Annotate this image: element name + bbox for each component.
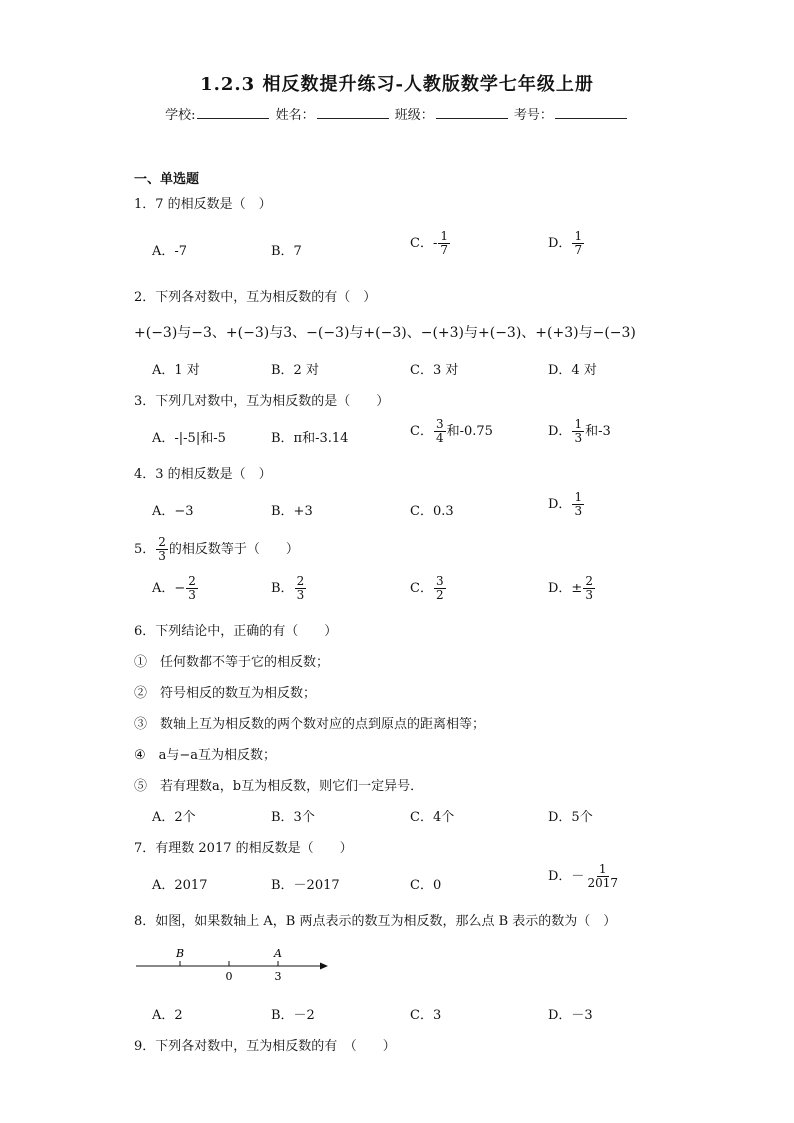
denominator: 3 <box>188 588 196 602</box>
q3-option-a: A．-|-5|和-5 <box>152 431 226 446</box>
denominator: 7 <box>574 243 583 257</box>
q5-option-d-prefix: D．± <box>548 581 583 596</box>
q5-option-d <box>548 575 596 602</box>
numerator: 1 <box>574 229 583 243</box>
q4-option-d <box>548 491 585 518</box>
q8-option-a: A．2 <box>152 1008 183 1023</box>
q4-option-b: B．+3 <box>271 504 313 519</box>
number-line-figure <box>134 944 334 988</box>
q1-option-b: B．7 <box>271 244 302 259</box>
school-label: 学校: <box>165 108 196 123</box>
q5-option-b <box>271 575 307 602</box>
q2-option-a: A．1 对 <box>152 363 200 378</box>
q8-option-c: C．3 <box>410 1008 442 1023</box>
q5-option-a <box>152 575 199 602</box>
q7-option-b: B．－2017 <box>271 878 340 893</box>
q1-option-d-prefix: D． <box>548 236 572 251</box>
numerator: 1 <box>574 490 583 504</box>
q2-option-d: D．4 对 <box>548 363 597 378</box>
q1-option-d-fraction <box>572 230 584 257</box>
q1-option-c <box>410 230 451 257</box>
q5-option-d-fraction <box>583 575 595 602</box>
q5-stem-suffix: 的相反数等于（ ） <box>168 542 299 557</box>
name-label: 姓名： <box>275 108 315 123</box>
q3-option-d-prefix: D． <box>548 424 572 439</box>
q1-option-c-prefix: C．- <box>410 236 438 251</box>
number-blank[interactable] <box>555 106 627 119</box>
denominator: 4 <box>435 431 444 445</box>
q3-option-c-suffix: 和-0.75 <box>446 424 493 439</box>
denominator: 3 <box>585 588 593 602</box>
q5-option-c-prefix: C． <box>410 581 433 596</box>
q4-option-c: C．0.3 <box>410 504 454 519</box>
q6-stem: 6．下列结论中，正确的有（ ） <box>134 624 338 639</box>
q8-option-b: B．－2 <box>271 1008 315 1023</box>
school-blank[interactable] <box>197 106 269 119</box>
q3-option-d <box>548 418 611 445</box>
q6-option-b: B．3个 <box>271 810 315 825</box>
class-label: 班级： <box>394 108 434 123</box>
q3-option-c <box>410 418 493 445</box>
q7-option-d-prefix: D．－ <box>548 869 585 884</box>
q9-stem: 9．下列各对数中，互为相反数的有 （ ） <box>134 1039 396 1054</box>
q5-stem <box>134 536 299 563</box>
q2-option-c: C．3 对 <box>410 363 459 378</box>
page-title: 1.2.3 相反数提升练习-人教版数学七年级上册 <box>200 74 594 95</box>
q5-option-b-fraction <box>295 575 307 602</box>
q1-stem: 1．7 的相反数是（ ） <box>134 197 272 212</box>
q1-option-c-fraction <box>438 230 450 257</box>
numerator: 2 <box>296 574 305 588</box>
q2-stem: 2．下列各对数中，互为相反数的有（ ） <box>134 290 377 305</box>
class-blank[interactable] <box>436 106 508 119</box>
q5-option-b-prefix: B． <box>271 581 294 596</box>
origin-label: 0 <box>225 970 233 983</box>
q8-option-d: D．－3 <box>548 1008 593 1023</box>
point-b-label: B <box>175 947 185 960</box>
student-info-row <box>0 104 794 123</box>
q2-expression: +(−3)与−3、+(−3)与3、−(−3)与+(−3)、−(+3)与+(−3)、+(+3)与−(−3) <box>134 325 636 341</box>
q5-stem-fraction <box>156 536 168 563</box>
q6-option-c: C．4个 <box>410 810 455 825</box>
q6-statement-3: ③ 数轴上互为相反数的两个数对应的点到原点的距离相等； <box>134 717 486 732</box>
denominator: 3 <box>296 588 305 602</box>
q3-stem: 3．下列几对数中，互为相反数的是（ ） <box>134 394 390 409</box>
a-value-label: 3 <box>274 970 282 983</box>
q3-option-b: B．π和-3.14 <box>271 431 349 446</box>
numerator: 2 <box>188 574 196 588</box>
q6-option-a: A．2个 <box>152 810 196 825</box>
numerator: 3 <box>435 417 444 431</box>
q7-option-d <box>548 863 621 890</box>
numerator: 1 <box>598 862 607 876</box>
numerator: 1 <box>574 417 583 431</box>
q6-statement-4: ④ a与−a互为相反数； <box>134 748 277 763</box>
q5-option-a-fraction <box>186 575 198 602</box>
q6-option-d: D．5个 <box>548 810 593 825</box>
q6-statement-2: ② 符号相反的数互为相反数； <box>134 686 317 701</box>
q4-option-d-fraction <box>572 491 584 518</box>
q5-stem-prefix: 5． <box>134 542 156 557</box>
denominator: 3 <box>574 431 583 445</box>
q4-option-d-prefix: D． <box>548 497 572 512</box>
q3-option-c-fraction <box>434 418 446 445</box>
q7-option-a: A．2017 <box>152 878 208 893</box>
denominator: 3 <box>574 504 583 518</box>
arrow-right-icon <box>320 963 328 970</box>
q6-statement-1: ① 任何数都不等于它的相反数； <box>134 655 330 670</box>
number-label: 考号： <box>513 108 553 123</box>
name-blank[interactable] <box>317 106 389 119</box>
q3-option-c-prefix: C． <box>410 424 433 439</box>
numerator: 1 <box>440 229 448 243</box>
point-a-label: A <box>274 947 282 960</box>
numerator: 2 <box>158 535 166 549</box>
q4-option-a: A．−3 <box>152 504 194 519</box>
q1-option-d <box>548 230 585 257</box>
q2-option-b: B．2 对 <box>271 363 319 378</box>
q6-statement-5: ⑤ 若有理数a，b互为相反数，则它们一定异号． <box>134 779 424 794</box>
section-title: 一、单选题 <box>134 172 200 187</box>
numerator: 3 <box>435 574 444 588</box>
q5-option-a-prefix: A．− <box>152 581 186 596</box>
denominator: 2017 <box>587 876 618 890</box>
q3-option-d-fraction <box>572 418 584 445</box>
q7-option-c: C．0 <box>410 878 442 893</box>
denominator: 7 <box>440 243 448 257</box>
q1-option-a: A．-7 <box>152 244 188 259</box>
q7-option-d-fraction <box>585 863 620 890</box>
denominator: 2 <box>435 588 444 602</box>
q8-stem: 8．如图，如果数轴上 A，B 两点表示的数互为相反数，那么点 B 表示的数为（ ） <box>134 914 617 929</box>
q4-stem: 4．3 的相反数是（ ） <box>134 467 272 482</box>
q3-option-d-suffix: 和-3 <box>585 424 611 439</box>
denominator: 3 <box>158 549 166 563</box>
numerator: 2 <box>585 574 593 588</box>
q5-option-c <box>410 575 447 602</box>
q5-option-c-fraction <box>434 575 446 602</box>
q7-stem: 7．有理数 2017 的相反数是（ ） <box>134 841 353 856</box>
